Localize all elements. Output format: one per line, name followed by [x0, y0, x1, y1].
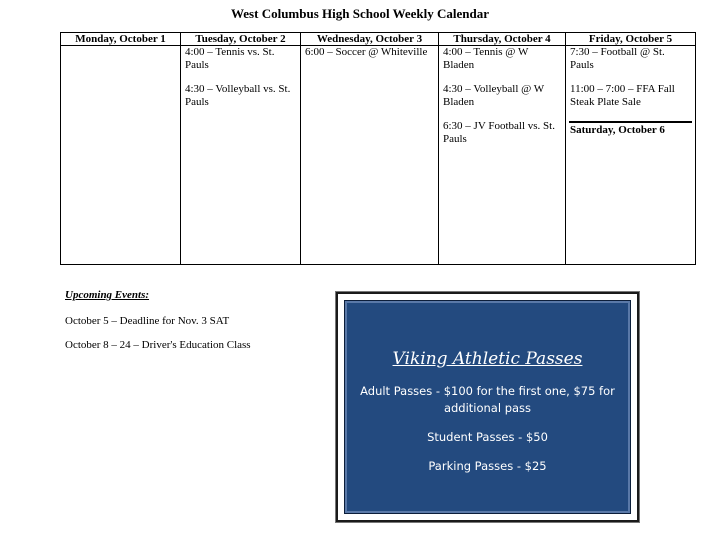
- athletic-passes-box: [336, 292, 639, 522]
- day-cell-monday: [61, 46, 181, 265]
- event-item: 4:30 – Volleyball @ W Bladen: [443, 83, 544, 108]
- day-cell-wednesday: [301, 46, 439, 265]
- day-header-tuesday: Tuesday, October 2: [181, 33, 301, 46]
- event-item: 11:00 – 7:00 – FFA Fall Steak Plate Sale: [570, 83, 675, 108]
- event-item: 6:30 – JV Football vs. St. Pauls: [443, 120, 555, 145]
- upcoming-event-item: October 5 – Deadline for Nov. 3 SAT: [65, 315, 230, 327]
- day-cell-tuesday: [181, 46, 301, 265]
- upcoming-event-item: October 8 – 24 – Driver's Education Class: [65, 339, 251, 351]
- day-header-friday: Friday, October 5: [566, 33, 696, 46]
- day-cell-thursday: [439, 46, 566, 265]
- friday-events: [570, 46, 691, 121]
- calendar-header-row: [61, 33, 696, 46]
- day-header-wednesday: Wednesday, October 3: [301, 33, 439, 46]
- day-header-monday: Monday, October 1: [61, 33, 181, 46]
- upcoming-events-heading: Upcoming Events:: [65, 289, 150, 301]
- event-item: 6:00 – Soccer @ Whiteville: [305, 46, 428, 58]
- event-item: 4:00 – Tennis vs. St. Pauls: [185, 46, 275, 71]
- event-item: 4:30 – Volleyball vs. St. Pauls: [185, 83, 291, 108]
- upcoming-events: [65, 289, 251, 363]
- event-item: 4:00 – Tennis @ W Bladen: [443, 46, 529, 71]
- adult-pass-price: Adult Passes - $100 for the first one, $75 for additional pass: [360, 384, 615, 415]
- saturday-label: Saturday, October 6: [570, 124, 665, 136]
- athletic-passes-panel: [344, 300, 631, 514]
- parking-pass-price: Parking Passes - $25: [428, 459, 547, 473]
- event-item: 7:30 – Football @ St. Pauls: [570, 46, 665, 71]
- page-title: West Columbus High School Weekly Calendar: [231, 6, 489, 21]
- student-pass-price: Student Passes - $50: [427, 430, 548, 444]
- day-cell-friday: [566, 46, 696, 265]
- athletic-passes-title: Viking Athletic Passes: [392, 349, 583, 369]
- weekly-calendar-table: [60, 32, 696, 265]
- calendar-body-row: [61, 46, 696, 265]
- day-header-thursday: Thursday, October 4: [439, 33, 566, 46]
